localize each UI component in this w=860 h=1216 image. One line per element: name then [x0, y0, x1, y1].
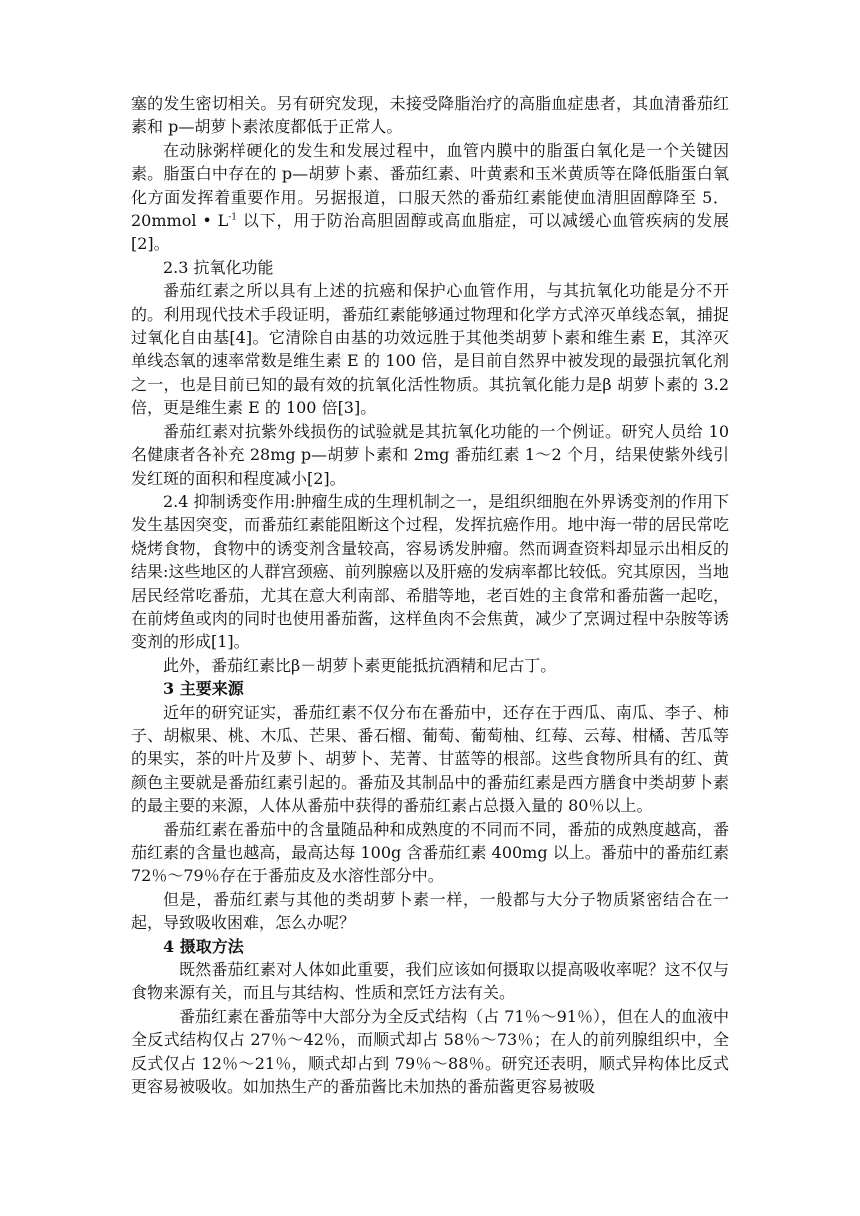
paragraph	[131, 139, 729, 256]
paragraph: 此外，番茄红素比β－胡萝卜素更能抵抗酒精和尼古丁。	[163, 655, 557, 675]
article-body	[131, 92, 729, 1098]
paragraph: 番茄红素在番茄中的含量随品种和成熟度的不同而不同，番茄的成熟度越高，番茄红素的含量也越高，最高达每 100g 含番茄红素 400mg 以上。番茄中的番茄红素 72％～79％存在于番茄皮及水溶性部分中。	[131, 819, 729, 886]
superscript: -1	[228, 212, 238, 223]
paragraph: 番茄红素对抗紫外线损伤的试验就是其抗氧化功能的一个例证。研究人员给 10 名健康者各补充 28mg p—胡萝卜素和 2mg 番茄红素 1～2 个月，结果使紫外线引发红斑的面积和程度减小[2]。	[131, 421, 729, 488]
paragraph-text: 以下，用于防治高胆固醇或高血脂症，可以减缓心血管疾病的发展[2]。	[131, 211, 729, 254]
section-heading: 4 摄取方法	[163, 936, 244, 956]
paragraph: 既然番茄红素对人体如此重要，我们应该如何摄取以提高吸收率呢？这不仅与食物来源有关，而且与其结构、性质和烹饪方法有关。	[131, 960, 729, 1003]
paragraph-text: 在动脉粥样硬化的发生和发展过程中，血管内膜中的脂蛋白氧化是一个关键因素。脂蛋白中存在的 p—胡萝卜素、番茄红素、叶黄素和玉米黄质等在降低脂蛋白氧化方面发挥着重要作用。另据报道，口服天然的番茄红素能使血清胆固醇降至 5．20mmol • L	[131, 140, 729, 231]
paragraph: 番茄红素在番茄等中大部分为全反式结构（占 71％～91％），但在人的血液中全反式结构仅占 27％～42％，而顺式却占 58％～73％；在人的前列腺组织中，全反式仅占 12％～21％，顺式却占到 79％～88％。研究还表明，顺式异构体比反式更容易被吸收。如加热生产的番茄酱比未加热的番茄酱更容易被吸	[131, 1006, 729, 1097]
paragraph: 塞的发生密切相关。另有研究发现，未接受降脂治疗的高脂血症患者，其血清番茄红素和 p—胡萝卜素浓度都低于正常人。	[131, 94, 729, 137]
section-heading: 3 主要来源	[163, 679, 244, 699]
paragraph: 近年的研究证实，番茄红素不仅分布在番茄中，还存在于西瓜、南瓜、李子、柿子、胡椒果、桃、木瓜、芒果、番石榴、葡萄、葡萄柚、红莓、云莓、柑橘、苦瓜等的果实，茶的叶片及萝卜、胡萝卜、芜菁、甘蓝等的根部。这些食物所具有的红、黄颜色主要就是番茄红素引起的。番茄及其制品中的番茄红素是西方膳食中类胡萝卜素的最主要的来源，人体从番茄中获得的番茄红素占总摄入量的 80％以上。	[131, 702, 729, 816]
paragraph: 2.4 抑制诱变作用:肿瘤生成的生理机制之一，是组织细胞在外界诱变剂的作用下发生基因突变，而番茄红素能阻断这个过程，发挥抗癌作用。地中海一带的居民常吃烧烤食物，食物中的诱变剂含量较高，容易诱发肿瘤。然而调查资料却显示出相反的结果:这些地区的人群宫颈癌、前列腺癌以及肝癌的发病率都比较低。究其原因，当地居民经常吃番茄，尤其在意大利南部、希腊等地，老百姓的主食常和番茄酱一起吃，在前烤鱼或肉的同时也使用番茄酱，这样鱼肉不会焦黄，减少了烹调过程中杂胺等诱变剂的形成[1]。	[131, 491, 729, 652]
paragraph: 但是，番茄红素与其他的类胡萝卜素一样，一般都与大分子物质紧密结合在一起，导致吸收困难，怎么办呢？	[131, 889, 729, 933]
paragraph: 番茄红素之所以具有上述的抗癌和保护心血管作用，与其抗氧化功能是分不开的。利用现代技术手段证明，番茄红素能够通过物理和化学方式淬灭单线态氧，捕捉过氧化自由基[4]。它清除自由基的功效远胜于其他类胡萝卜素和维生素 E，其淬灭单线态氧的速率常数是维生素 E 的 100 倍，是目前自然界中被发现的最强抗氧化剂之一，也是目前已知的最有效的抗氧化活性物质。其抗氧化能力是β 胡萝卜素的 3.2 倍，更是维生素 E 的 100 倍[3]。	[131, 281, 729, 418]
section-heading: 2.3 抗氧化功能	[163, 257, 274, 277]
